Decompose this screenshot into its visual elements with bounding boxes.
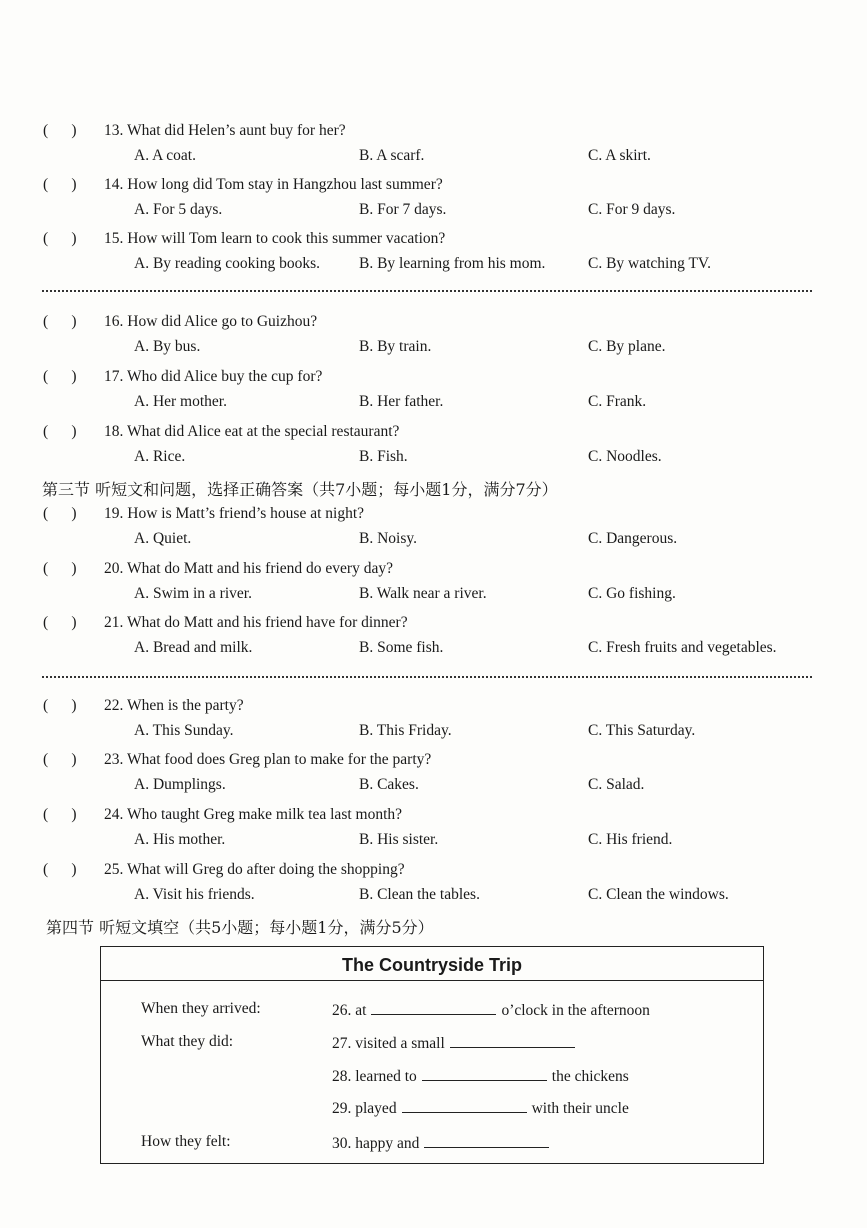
option-a: A. Bread and milk. (134, 639, 253, 656)
question-22 (0, 697, 867, 749)
row-prefix: 29. played (332, 1100, 397, 1117)
dotted-divider (42, 676, 812, 678)
question-stem: 15. How will Tom learn to cook this summer vacation? (104, 230, 446, 247)
option-a: A. Dumplings. (134, 776, 226, 793)
answer-bracket[interactable]: ( ) (43, 861, 77, 878)
option-b: B. For 7 days. (359, 201, 447, 218)
question-stem: 14. How long did Tom stay in Hangzhou last summer? (104, 176, 443, 193)
answer-bracket[interactable]: ( ) (43, 806, 77, 823)
option-b: B. Walk near a river. (359, 585, 487, 602)
answer-bracket[interactable]: ( ) (43, 122, 77, 139)
question-20 (0, 560, 867, 612)
answer-bracket[interactable]: ( ) (43, 505, 77, 522)
question-stem: 25. What will Greg do after doing the shopping? (104, 861, 405, 878)
question-24 (0, 806, 867, 858)
question-17 (0, 368, 867, 420)
option-b: B. Clean the tables. (359, 886, 480, 903)
question-stem: 20. What do Matt and his friend do every day? (104, 560, 393, 577)
answer-blank-30[interactable] (424, 1133, 549, 1148)
section-3-heading: 第三节 听短文和问题，选择正确答案（共7小题；每小题1分，满分7分） (42, 480, 558, 499)
dotted-divider (42, 290, 812, 292)
option-c: C. By watching TV. (588, 255, 712, 272)
question-stem: 22. When is the party? (104, 697, 244, 714)
row-label: How they felt: (141, 1133, 231, 1150)
option-a: A. Swim in a river. (134, 585, 252, 602)
row-content (332, 1133, 554, 1153)
option-a: A. Her mother. (134, 393, 227, 410)
option-b: B. Cakes. (359, 776, 419, 793)
question-25 (0, 861, 867, 913)
option-a: A. For 5 days. (134, 201, 223, 218)
question-stem: 17. Who did Alice buy the cup for? (104, 368, 323, 385)
option-c: C. Frank. (588, 393, 647, 410)
question-21 (0, 614, 867, 666)
row-suffix: with their uncle (531, 1100, 629, 1117)
answer-bracket[interactable]: ( ) (43, 176, 77, 193)
answer-bracket[interactable]: ( ) (43, 751, 77, 768)
row-prefix: 30. happy and (332, 1135, 420, 1152)
option-c: C. This Saturday. (588, 722, 696, 739)
question-stem: 16. How did Alice go to Guizhou? (104, 313, 318, 330)
question-stem: 21. What do Matt and his friend have for dinner? (104, 614, 408, 631)
option-c: C. Fresh fruits and vegetables. (588, 639, 777, 656)
question-23 (0, 751, 867, 803)
option-a: A. By reading cooking books. (134, 255, 320, 272)
question-16 (0, 313, 867, 365)
option-c: C. By plane. (588, 338, 666, 355)
question-15 (0, 230, 867, 282)
answer-blank-29[interactable] (402, 1098, 527, 1113)
option-b: B. Her father. (359, 393, 444, 410)
answer-blank-26[interactable] (371, 1000, 496, 1015)
option-b: B. His sister. (359, 831, 439, 848)
question-19 (0, 505, 867, 557)
row-content (332, 1066, 629, 1086)
option-c: C. For 9 days. (588, 201, 676, 218)
row-content (332, 1098, 629, 1118)
option-a: A. Quiet. (134, 530, 192, 547)
option-c: C. Clean the windows. (588, 886, 729, 903)
answer-bracket[interactable]: ( ) (43, 230, 77, 247)
answer-blank-28[interactable] (422, 1066, 547, 1081)
answer-bracket[interactable]: ( ) (43, 697, 77, 714)
option-a: A. This Sunday. (134, 722, 234, 739)
row-content (332, 1033, 580, 1053)
option-c: C. A skirt. (588, 147, 651, 164)
option-c: C. Go fishing. (588, 585, 676, 602)
question-stem: 23. What food does Greg plan to make for the party? (104, 751, 432, 768)
question-stem: 24. Who taught Greg make milk tea last month? (104, 806, 403, 823)
option-b: B. This Friday. (359, 722, 452, 739)
option-b: B. By learning from his mom. (359, 255, 546, 272)
option-b: B. By train. (359, 338, 432, 355)
option-c: C. His friend. (588, 831, 673, 848)
question-14 (0, 176, 867, 228)
answer-bracket[interactable]: ( ) (43, 313, 77, 330)
row-suffix: o’clock in the afternoon (501, 1002, 650, 1019)
question-stem: 19. How is Matt’s friend’s house at night? (104, 505, 365, 522)
row-suffix: the chickens (551, 1068, 629, 1085)
section-4-heading: 第四节 听短文填空（共5小题；每小题1分，满分5分） (46, 918, 434, 937)
option-c: C. Dangerous. (588, 530, 678, 547)
question-13 (0, 122, 867, 174)
row-label: What they did: (141, 1033, 234, 1050)
row-prefix: 26. at (332, 1002, 367, 1019)
answer-bracket[interactable]: ( ) (43, 423, 77, 440)
option-b: B. Fish. (359, 448, 408, 465)
option-b: B. Some fish. (359, 639, 444, 656)
option-a: A. Visit his friends. (134, 886, 255, 903)
option-b: B. Noisy. (359, 530, 417, 547)
answer-bracket[interactable]: ( ) (43, 368, 77, 385)
table-title: The Countryside Trip (101, 947, 763, 981)
option-c: C. Noodles. (588, 448, 662, 465)
option-a: A. Rice. (134, 448, 186, 465)
question-18 (0, 423, 867, 475)
question-stem: 18. What did Alice eat at the special restaurant? (104, 423, 400, 440)
answer-bracket[interactable]: ( ) (43, 614, 77, 631)
option-a: A. His mother. (134, 831, 226, 848)
option-b: B. A scarf. (359, 147, 425, 164)
answer-blank-27[interactable] (450, 1033, 575, 1048)
fill-in-table (100, 946, 764, 1164)
question-stem: 13. What did Helen’s aunt buy for her? (104, 122, 346, 139)
row-prefix: 27. visited a small (332, 1035, 445, 1052)
answer-bracket[interactable]: ( ) (43, 560, 77, 577)
row-prefix: 28. learned to (332, 1068, 417, 1085)
option-a: A. A coat. (134, 147, 196, 164)
option-a: A. By bus. (134, 338, 201, 355)
option-c: C. Salad. (588, 776, 645, 793)
row-content (332, 1000, 650, 1020)
row-label: When they arrived: (141, 1000, 261, 1017)
